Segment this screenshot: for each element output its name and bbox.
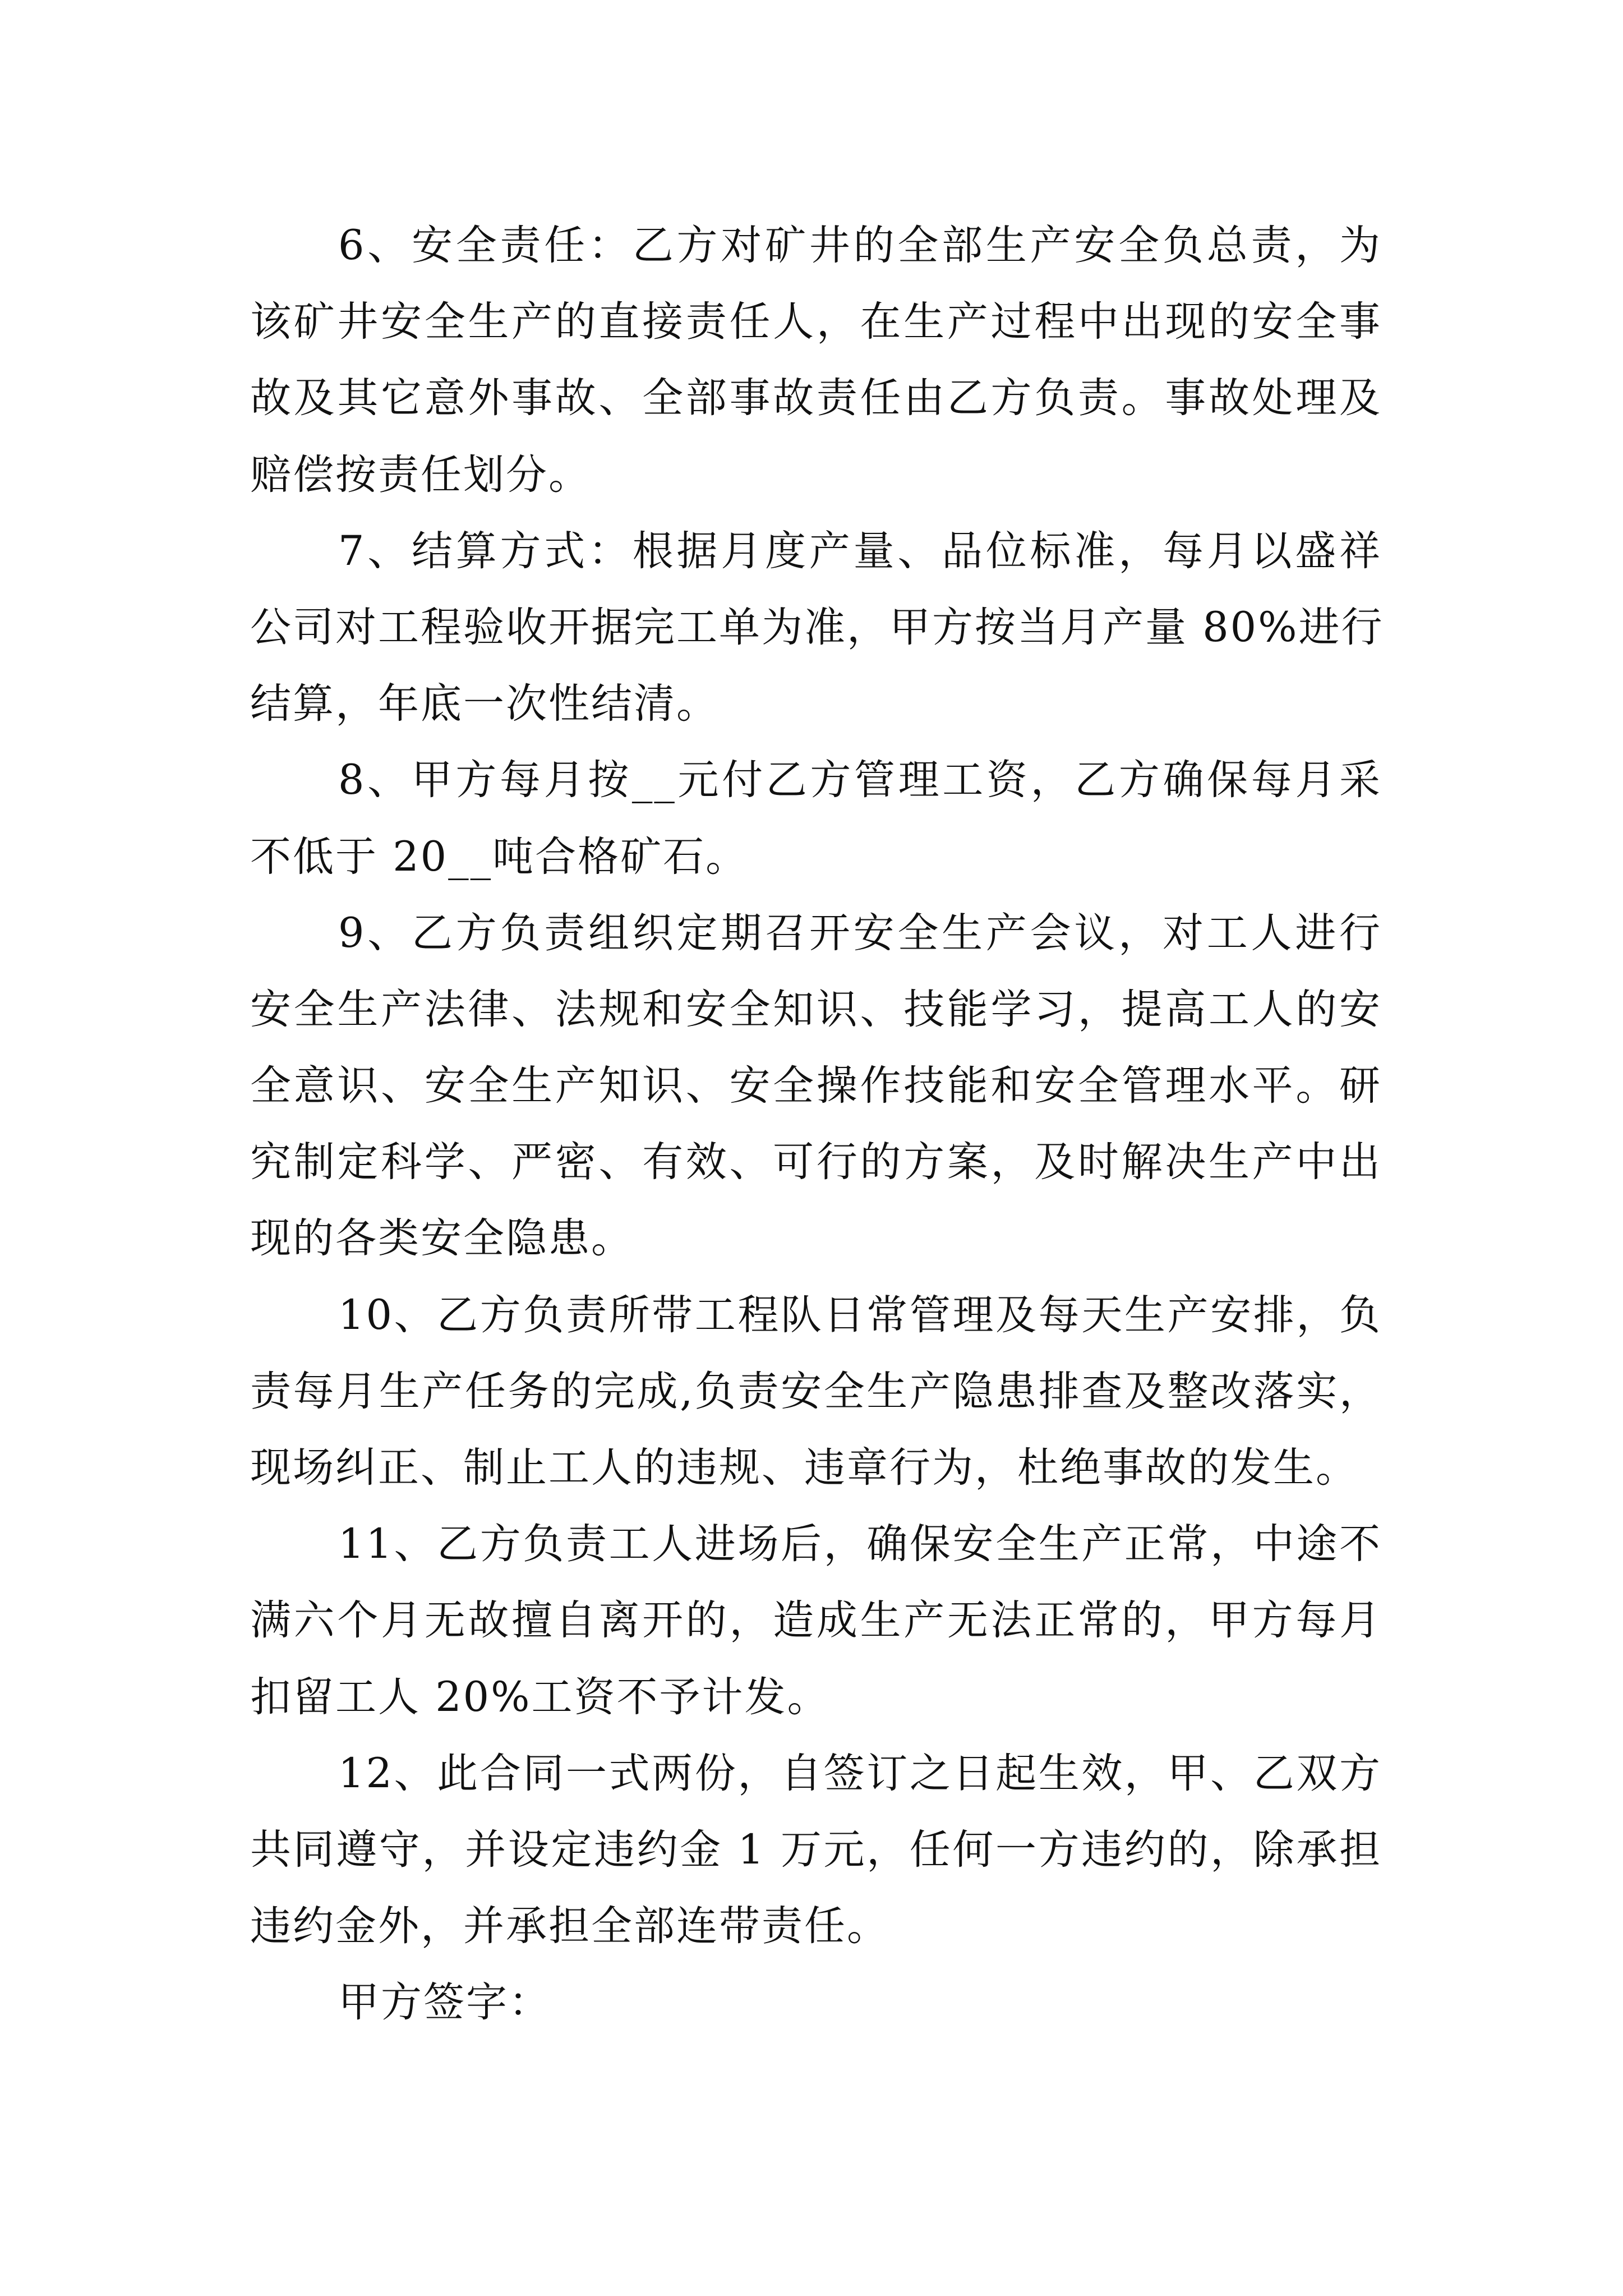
clause-line: 8、甲方每月按__元付乙方管理工资，乙方确保每月采 xyxy=(338,756,1382,804)
clause-line: 7、结算方式：根据月度产量、品位标准，每月以盛祥 xyxy=(338,527,1382,575)
clause-11 xyxy=(250,1506,1382,1736)
clause-line: 该矿井安全生产的直接责任人，在生产过程中出现的安全事 xyxy=(250,298,1382,346)
clause-line: 究制定科学、严密、有效、可行的方案，及时解决生产中出 xyxy=(250,1138,1382,1186)
clause-7 xyxy=(250,513,1382,743)
clause-6 xyxy=(250,208,1382,513)
clause-line: 10、乙方负责所带工程队日常管理及每天生产安排，负 xyxy=(338,1291,1382,1339)
clause-line: 结算，年底一次性结清。 xyxy=(250,680,719,728)
clause-line: 不低于 20__吨合格矿石。 xyxy=(250,832,749,881)
clause-line: 6、安全责任：乙方对矿井的全部生产安全负总责，为 xyxy=(338,222,1382,269)
clause-line: 12、此合同一式两份，自签订之日起生效，甲、乙双方 xyxy=(338,1749,1382,1797)
clause-12 xyxy=(250,1736,1382,1965)
clause-line: 全意识、安全生产知识、安全操作技能和安全管理水平。研 xyxy=(250,1062,1382,1110)
party-a-signature-label: 甲方签字： xyxy=(338,1978,551,2027)
clause-line: 满六个月无故擅自离开的，造成生产无法正常的，甲方每月 xyxy=(250,1596,1382,1645)
clause-line: 安全生产法律、法规和安全知识、技能学习，提高工人的安 xyxy=(250,985,1382,1033)
clause-line: 公司对工程验收开据完工单为准，甲方按当月产量 80%进行 xyxy=(250,603,1384,651)
clause-line: 赔偿按责任划分。 xyxy=(250,450,591,499)
contract-body xyxy=(250,208,1382,2041)
clause-line: 9、乙方负责组织定期召开安全生产会议，对工人进行 xyxy=(338,909,1382,957)
clause-line: 故及其它意外事故、全部事故责任由乙方负责。事故处理及 xyxy=(250,374,1382,422)
clause-line: 11、乙方负责工人进场后，确保安全生产正常，中途不 xyxy=(338,1520,1382,1568)
clause-line: 扣留工人 20%工资不予计发。 xyxy=(250,1673,830,1721)
clause-8 xyxy=(250,742,1382,895)
signature-block xyxy=(250,1964,1382,2041)
clause-10 xyxy=(250,1277,1382,1507)
clause-9 xyxy=(250,895,1382,1277)
clause-line: 违约金外，并承担全部连带责任。 xyxy=(250,1902,889,1950)
clause-line: 现场纠正、制止工人的违规、违章行为，杜绝事故的发生。 xyxy=(250,1444,1358,1492)
clause-line: 现的各类安全隐患。 xyxy=(250,1214,634,1263)
clause-line: 共同遵守，并设定违约金 1 万元，任何一方违约的，除承担 xyxy=(250,1825,1382,1874)
clause-line: 责每月生产任务的完成,负责安全生产隐患排查及整改落实， xyxy=(250,1367,1382,1415)
